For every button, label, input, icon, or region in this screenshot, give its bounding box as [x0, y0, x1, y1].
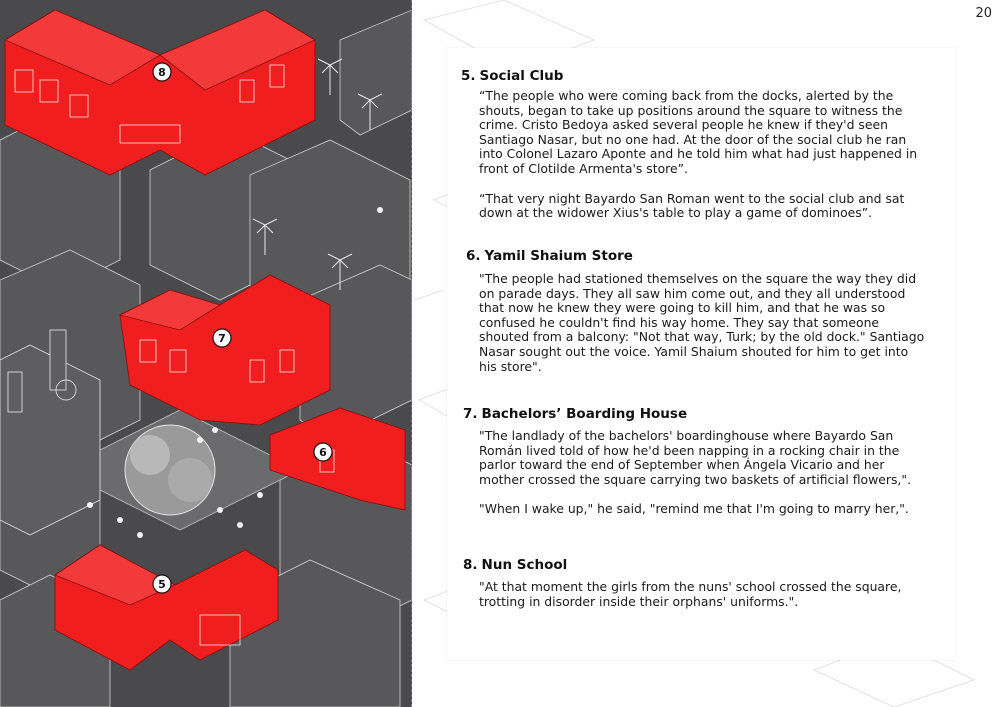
- section-social-club: [447, 68, 956, 221]
- svg-text:8: 8: [158, 66, 166, 79]
- section-heading: 6. Yamil Shaium Store: [466, 248, 633, 264]
- section-heading: 7. Bachelors’ Boarding House: [463, 406, 688, 422]
- section-heading: 8. Nun School: [463, 557, 568, 573]
- marker-7: [213, 329, 231, 347]
- quote-paragraph: "When I wake up," he said, "remind me that I'm going to marry her,".: [479, 501, 909, 517]
- section-bachelors-boarding-house: [447, 406, 956, 517]
- quote-paragraph: "The landlady of the bachelors' boardinghouse where Bayardo San Román lived told of how he'd been napping in a rocking chair in the parlor toward the end of September when Ángela Vicario and her mother crossed the square carrying two baskets of artificial flowers,".: [479, 428, 912, 487]
- marker-5: [153, 575, 171, 593]
- section-yamil-shaium-store: [447, 248, 956, 374]
- quote-paragraph: "The people had stationed themselves on the square the way they did on parade days. They all saw him come out, and they all understood that now he knew they were going to kill him, and that he was so confused he couldn't find his way home. They say that someone shouted from a balcony: "Not that way, Turk; by the old dock." Santiago Nasar sought out the voice. Yamil Shaium shouted for him to get into his store".: [479, 271, 925, 374]
- section-nun-school: [447, 557, 956, 609]
- svg-text:5: 5: [158, 578, 166, 591]
- dashed-divider: [411, 0, 412, 707]
- marker-6: [314, 443, 332, 461]
- text-panel: [447, 48, 956, 660]
- quote-paragraph: “That very night Bayardo San Roman went to the social club and sat down at the widower Xius's table to play a game of dominoes”.: [479, 190, 905, 221]
- marker-8: [153, 63, 171, 81]
- page-number: 20: [975, 6, 992, 21]
- section-heading: 5. Social Club: [461, 68, 564, 84]
- quote-paragraph: "At that moment the girls from the nuns' school crossed the square, trotting in disorder inside their orphans' uniforms.".: [479, 579, 902, 609]
- quote-paragraph: “The people who were coming back from the docks, alerted by the shouts, began to take up positions around the square to witness the crime. Cristo Bedoya asked several people he knew if they'd seen Santiago Nasar, but no one had. At the door of the social club he ran into Colonel Lazaro Aponte and he told him what had just happened in front of Clotilde Armenta's store”.: [479, 88, 918, 176]
- svg-text:7: 7: [218, 332, 226, 345]
- svg-text:6: 6: [319, 446, 327, 459]
- isometric-town-illustration: [0, 0, 412, 707]
